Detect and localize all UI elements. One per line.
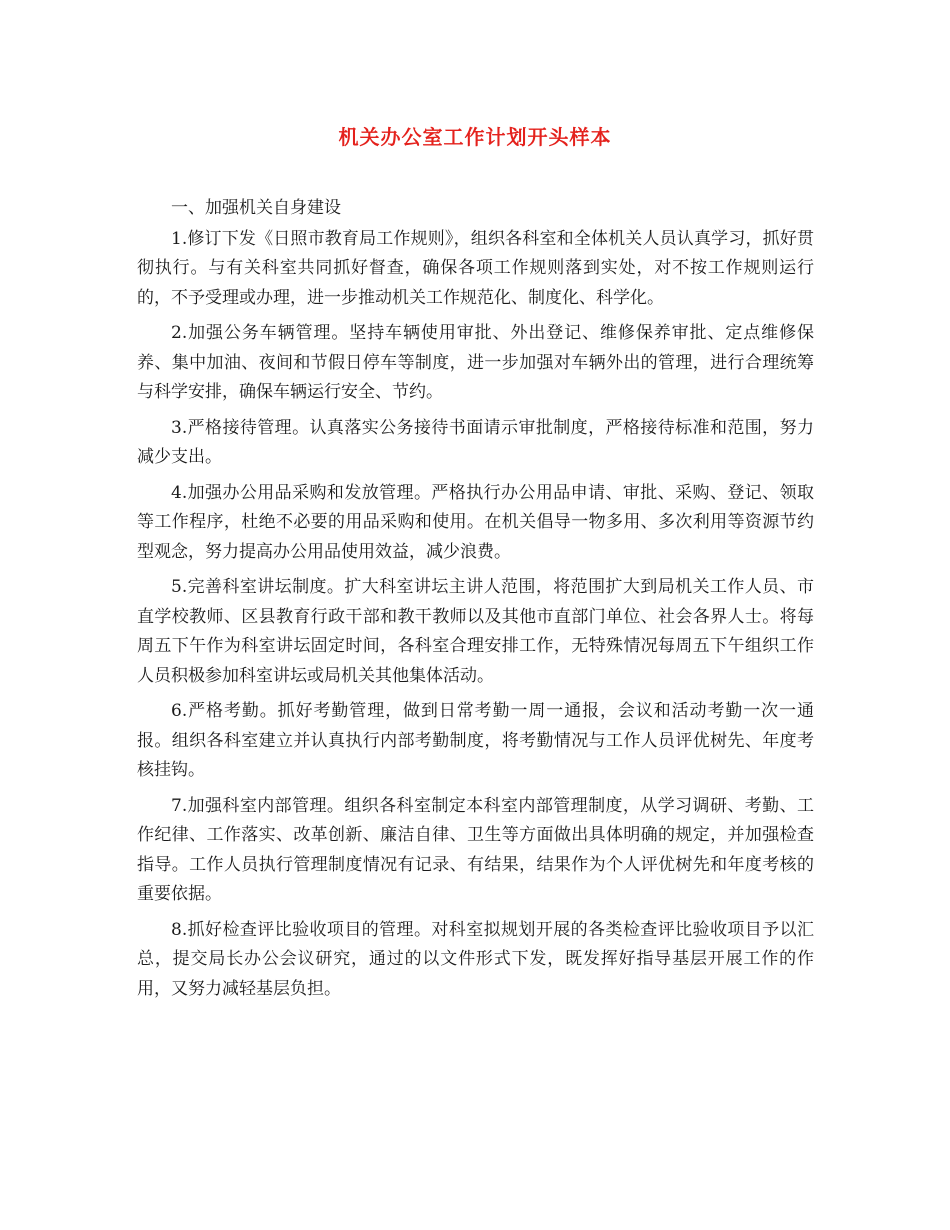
paragraph-5: 5.完善科室讲坛制度。扩大科室讲坛主讲人范围，将范围扩大到局机关工作人员、市直学校教师、区县教育行政干部和教干教师以及其他市直部门单位、社会各界人士。将每周五下午作为科室讲坛固定时间，各科室合理安排工作，无特殊情况每周五下午组织工作人员积极参加科室讲坛或局机关其他集体活动。 [137, 577, 814, 686]
paragraph-7: 7.加强科室内部管理。组织各科室制定本科室内部管理制度，从学习调研、考勤、工作纪律、工作落实、改革创新、廉洁自律、卫生等方面做出具体明确的规定，并加强检查指导。工作人员执行管理制度情况有记录、有结果，结果作为个人评优树先和年度考核的重要依据。 [137, 795, 814, 904]
paragraph-6: 6.严格考勤。抓好考勤管理，做到日常考勤一周一通报，会议和活动考勤一次一通报。组织各科室建立并认真执行内部考勤制度，将考勤情况与工作人员评优树先、年度考核挂钩。 [137, 701, 814, 780]
document-title: 机关办公室工作计划开头样本 [338, 125, 612, 149]
document-body [137, 194, 814, 1010]
paragraph-2: 2.加强公务车辆管理。坚持车辆使用审批、外出登记、维修保养审批、定点维修保养、集中加油、夜间和节假日停车等制度，进一步加强对车辆外出的管理，进行合理统筹与科学安排，确保车辆运行安全、节约。 [137, 323, 814, 402]
paragraph-4: 4.加强办公用品采购和发放管理。严格执行办公用品申请、审批、采购、登记、领取等工作程序，杜绝不必要的用品采购和使用。在机关倡导一物多用、多次利用等资源节约型观念，努力提高办公用品使用效益，减少浪费。 [137, 482, 814, 562]
paragraph-1: 1.修订下发《日照市教育局工作规则》，组织各科室和全体机关人员认真学习，抓好贯彻执行。与有关科室共同抓好督查，确保各项工作规则落到实处，对不按工作规则运行的，不予受理或办理，进一步推动机关工作规范化、制度化、科学化。 [137, 228, 814, 308]
section-heading: 一、加强机关自身建设 [171, 198, 341, 218]
paragraph-8: 8.抓好检查评比验收项目的管理。对科室拟规划开展的各类检查评比验收项目予以汇总，提交局长办公会议研究，通过的以文件形式下发，既发挥好指导基层开展工作的作用，又努力减轻基层负担。 [137, 919, 814, 999]
paragraph-3: 3.严格接待管理。认真落实公务接待书面请示审批制度，严格接待标准和范围，努力减少支出。 [137, 417, 814, 467]
